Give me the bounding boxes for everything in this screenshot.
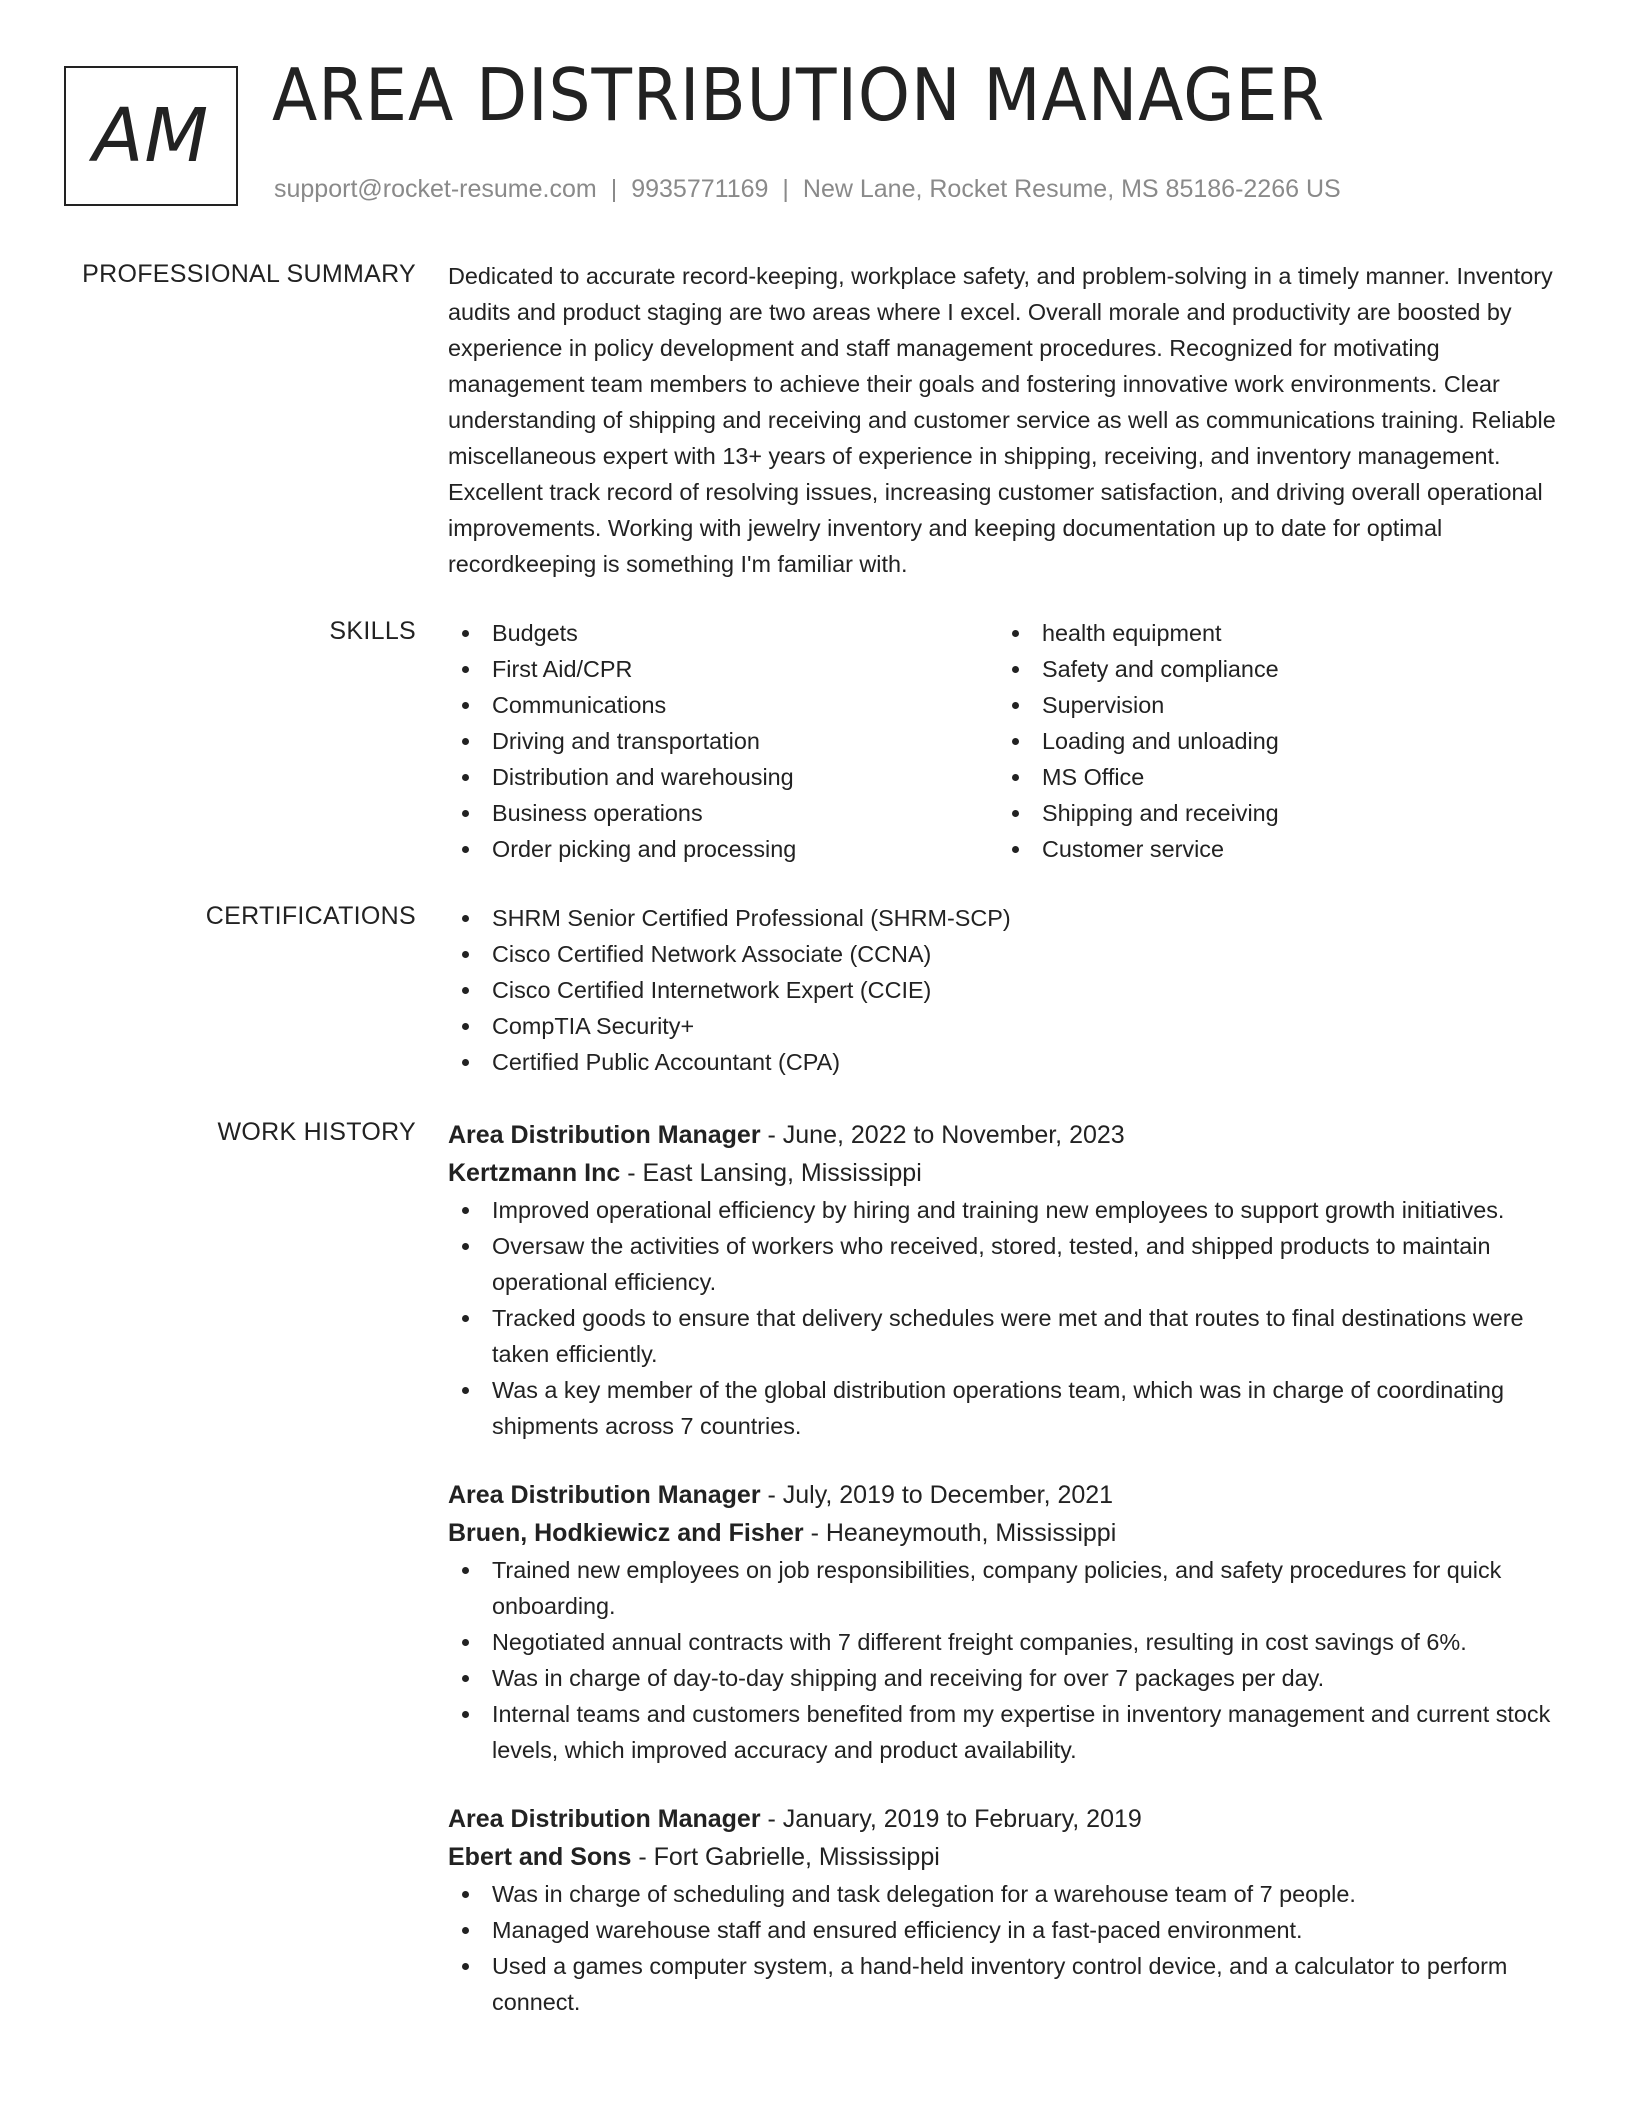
skill-item: Customer service: [998, 831, 1548, 867]
skills-list-left: [448, 615, 998, 867]
job-role: Area Distribution Manager: [448, 1805, 761, 1833]
skill-item: Safety and compliance: [998, 651, 1548, 687]
skill-item: Business operations: [448, 795, 998, 831]
job-role: Area Distribution Manager: [448, 1121, 761, 1149]
skill-item: health equipment: [998, 615, 1548, 651]
job-bullet: Was in charge of scheduling and task delegation for a warehouse team of 7 people.: [448, 1876, 1568, 1912]
section-title-skills: SKILLS: [329, 617, 416, 645]
job-company: Bruen, Hodkiewicz and Fisher: [448, 1519, 804, 1547]
job-entry: [448, 1800, 1568, 2020]
section-title-work-history: WORK HISTORY: [217, 1118, 416, 1146]
section-title-certifications: CERTIFICATIONS: [205, 902, 416, 930]
skills-body: [448, 615, 1568, 867]
contact-address: New Lane, Rocket Resume, MS 85186-2266 US: [802, 175, 1341, 203]
job-company-line: [448, 1154, 1568, 1192]
job-location: - Fort Gabrielle, Mississippi: [631, 1843, 940, 1871]
job-entry: [448, 1476, 1568, 1768]
skill-item: Driving and transportation: [448, 723, 998, 759]
job-title-line: [448, 1476, 1568, 1514]
certification-item: Cisco Certified Network Associate (CCNA): [448, 936, 1568, 972]
job-bullet: Oversaw the activities of workers who received, stored, tested, and shipped products to maintain operational efficiency.: [448, 1228, 1568, 1300]
contact-separator: |: [610, 175, 618, 203]
job-bullet: Managed warehouse staff and ensured efficiency in a fast-paced environment.: [448, 1912, 1568, 1948]
job-company: Kertzmann Inc: [448, 1159, 621, 1187]
certification-item: SHRM Senior Certified Professional (SHRM-SCP): [448, 900, 1568, 936]
job-bullet: Trained new employees on job responsibilities, company policies, and safety procedures for quick onboarding.: [448, 1552, 1568, 1624]
skill-item: Shipping and receiving: [998, 795, 1548, 831]
job-bullet: Tracked goods to ensure that delivery schedules were met and that routes to final destinations were taken efficiently.: [448, 1300, 1568, 1372]
monogram-logo: AM: [64, 66, 238, 206]
job-title-line: [448, 1116, 1568, 1154]
job-bullet-list: [448, 1192, 1568, 1444]
certification-item: Certified Public Accountant (CPA): [448, 1044, 1568, 1080]
job-dates: - January, 2019 to February, 2019: [760, 1805, 1142, 1833]
summary-text: Dedicated to accurate record-keeping, workplace safety, and problem-solving in a timely manner. Inventory audits and product staging are two areas where I excel. Overall morale and productivity are boosted by experience in policy development and staff management procedures. Recognized for motivating management team members to achieve their goals and fostering innovative work environments. Clear understanding of shipping and receiving and customer service as well as communications training. Reliable miscellaneous expert with 13+ years of experience in shipping, receiving, and inventory management. Excellent track record of resolving issues, increasing customer satisfaction, and driving overall operational improvements. Working with jewelry inventory and keeping documentation up to date for optimal recordkeeping is something I'm familiar with.: [448, 263, 1556, 577]
certification-item: Cisco Certified Internetwork Expert (CCIE): [448, 972, 1568, 1008]
job-dates: - June, 2022 to November, 2023: [760, 1121, 1125, 1149]
skill-item: First Aid/CPR: [448, 651, 998, 687]
work-history-body: [448, 1116, 1568, 2020]
job-location: - East Lansing, Mississippi: [620, 1159, 922, 1187]
page-title: AREA DISTRIBUTION MANAGER: [272, 53, 1326, 137]
skill-item: MS Office: [998, 759, 1548, 795]
skill-item: Supervision: [998, 687, 1548, 723]
job-title-line: [448, 1800, 1568, 1838]
job-bullet: Was a key member of the global distribution operations team, which was in charge of coordinating shipments across 7 countries.: [448, 1372, 1568, 1444]
job-location: - Heaneymouth, Mississippi: [803, 1519, 1117, 1547]
certifications-body: [448, 900, 1568, 1080]
contact-separator: |: [782, 175, 789, 203]
summary-body: [448, 258, 1568, 582]
skill-item: Budgets: [448, 615, 998, 651]
certification-item: CompTIA Security+: [448, 1008, 1568, 1044]
contact-phone: 9935771169: [631, 175, 769, 203]
job-company-line: [448, 1514, 1568, 1552]
job-bullet: Used a games computer system, a hand-held inventory control device, and a calculator to perform connect.: [448, 1948, 1568, 2020]
job-company-line: [448, 1838, 1568, 1876]
skill-item: Distribution and warehousing: [448, 759, 998, 795]
job-bullet-list: [448, 1876, 1568, 2020]
skill-item: Order picking and processing: [448, 831, 998, 867]
job-bullet: Negotiated annual contracts with 7 different freight companies, resulting in cost savings of 6%.: [448, 1624, 1568, 1660]
skill-item: Loading and unloading: [998, 723, 1548, 759]
section-title-summary: PROFESSIONAL SUMMARY: [82, 260, 416, 288]
job-company: Ebert and Sons: [448, 1843, 632, 1871]
job-bullet: Internal teams and customers benefited from my expertise in inventory management and current stock levels, which improved accuracy and product availability.: [448, 1696, 1568, 1768]
job-dates: - July, 2019 to December, 2021: [760, 1481, 1114, 1509]
job-role: Area Distribution Manager: [448, 1481, 761, 1509]
skills-list-right: [998, 615, 1548, 867]
job-bullet: Was in charge of day-to-day shipping and receiving for over 7 packages per day.: [448, 1660, 1568, 1696]
certifications-list: [448, 900, 1568, 1080]
job-bullet-list: [448, 1552, 1568, 1768]
job-bullet: Improved operational efficiency by hiring and training new employees to support growth initiatives.: [448, 1192, 1568, 1228]
job-entry: [448, 1116, 1568, 1444]
skill-item: Communications: [448, 687, 998, 723]
contact-email: support@rocket-resume.com: [274, 175, 597, 203]
contact-line: [274, 175, 1341, 204]
